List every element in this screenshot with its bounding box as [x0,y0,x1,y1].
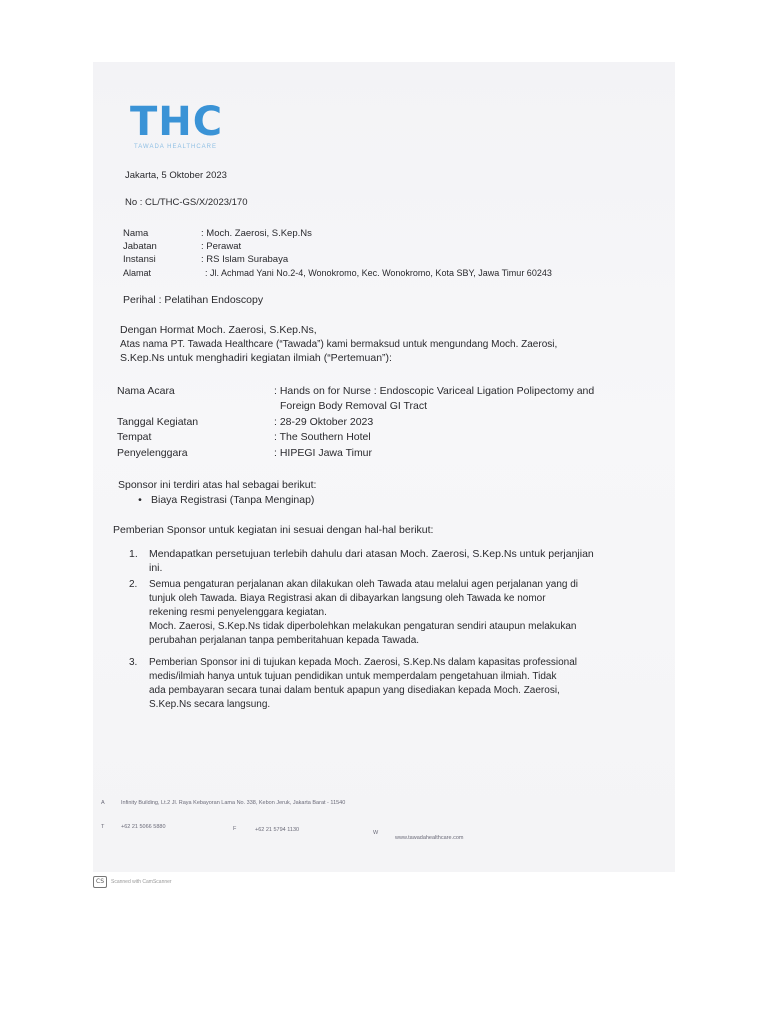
scanner-badge [93,876,172,888]
term-text-cont: S.Kep.Ns secara langsung. [149,699,271,710]
company-logo-subtitle: TAWADA HEALTHCARE [134,144,218,150]
term-text: Semua pengaturan perjalanan akan dilakukan oleh Tawada atau melalui agen perjalanan yang di [149,579,579,590]
event-name-row [117,385,594,398]
footer-web-label: W [373,830,379,836]
bullet-icon: • [138,494,142,506]
term-text-cont: medis/ilmiah hanya untuk tujuan pendidikan untuk memperdalam pengetahuan ilmiah. Tidak [149,671,557,682]
term-text-cont: Moch. Zaerosi, S.Kep.Ns tidak diperbolehkan melakukan pengaturan sendiri ataupun melakukan [149,621,577,632]
recipient-row [123,253,288,266]
event-name-label: Nama Acara [117,385,175,397]
term-item-2 [129,578,578,592]
terms-intro: Pemberian Sponsor untuk kegiatan ini sesuai dengan hal-hal berikut: [113,524,434,536]
event-place-value: : The Southern Hotel [274,431,371,443]
recipient-value: : Jl. Achmad Yani No.2-4, Wonokromo, Kec. Wonokromo, Kota SBY, Jawa Timur 60243 [205,268,552,278]
term-item-3 [129,656,577,670]
term-number: 1. [129,548,138,560]
recipient-row [123,267,552,280]
term-text: Mendapatkan persetujuan terlebih dahulu dari atasan Moch. Zaerosi, S.Kep.Ns untuk perjanjian [149,548,594,560]
letter-number: No : CL/THC-GS/X/2023/170 [125,197,248,208]
term-text-cont: ada pembayaran secara tunai dalam bentuk apapun yang disediakan kepada Moch. Zaerosi, [149,685,560,696]
intro-line: S.Kep.Ns untuk menghadiri kegiatan ilmiah (“Pertemuan”): [120,352,392,364]
recipient-value: : Perawat [201,241,242,252]
greeting: Dengan Hormat Moch. Zaerosi, S.Kep.Ns, [120,324,317,336]
footer-fax-label: F [233,826,237,832]
recipient-row [123,227,312,240]
term-number: 2. [129,579,138,590]
recipient-row [123,240,241,253]
footer-phone: +62 21 5066 5880 [121,824,166,830]
footer-address: Infinity Building, Lt.2 Jl. Raya Kebayoran Lama No. 338, Kebon Jeruk, Jakarta Barat - 11540 [121,800,346,806]
letter-date: Jakarta, 5 Oktober 2023 [125,170,227,181]
event-organizer-label: Penyelenggara [117,447,188,459]
term-text-cont: perubahan perjalanan tanpa pemberitahuan kepada Tawada. [149,635,420,646]
term-text: Pemberian Sponsor ini di tujukan kepada Moch. Zaerosi, S.Kep.Ns dalam kapasitas professional [149,657,578,668]
event-place-label: Tempat [117,431,152,443]
event-date-label: Tanggal Kegiatan [117,416,199,428]
term-text-cont: tunjuk oleh Tawada. Biaya Registrasi akan di dibayarkan langsung oleh Tawada ke nomor [149,593,546,604]
sponsor-item [129,494,314,507]
recipient-label: Nama [123,228,149,239]
sponsor-intro: Sponsor ini terdiri atas hal sebagai berikut: [118,479,317,491]
sponsor-item-text: Biaya Registrasi (Tanpa Menginap) [151,494,315,506]
recipient-value: : Moch. Zaerosi, S.Kep.Ns [201,228,312,239]
event-date-value: : 28-29 Oktober 2023 [274,416,374,428]
footer-web: www.tawadahealthcare.com [395,835,464,841]
event-name-value: : Hands on for Nurse : Endoscopic Variceal Ligation Polipectomy and [274,385,595,397]
term-item-1 [129,548,594,562]
term-text-cont: ini. [149,562,163,574]
footer-address-label: A [101,800,105,806]
letter-page [93,62,675,872]
event-name-value-cont: Foreign Body Removal GI Tract [280,400,428,412]
event-place-row [117,431,371,444]
letter-subject: Perihal : Pelatihan Endoscopy [123,294,264,306]
event-organizer-row [117,447,372,460]
camscanner-icon: CS [93,876,107,888]
recipient-label: Instansi [123,254,156,265]
intro-line: Atas nama PT. Tawada Healthcare (“Tawada”) kami bermaksud untuk mengundang Moch. Zaerosi, [120,339,558,350]
event-date-row [117,416,373,429]
event-organizer-value: : HIPEGI Jawa Timur [274,447,373,459]
recipient-value: : RS Islam Surabaya [201,254,289,265]
company-logo: THC [130,99,224,145]
recipient-label: Jabatan [123,241,157,252]
footer-phone-label: T [101,824,105,830]
recipient-label: Alamat [123,268,152,278]
term-number: 3. [129,657,138,668]
scanner-label: Scanned with CamScanner [111,879,172,885]
term-text-cont: rekening resmi penyelenggara kegiatan. [149,607,327,618]
footer-fax: +62 21 5794 1130 [255,827,300,833]
